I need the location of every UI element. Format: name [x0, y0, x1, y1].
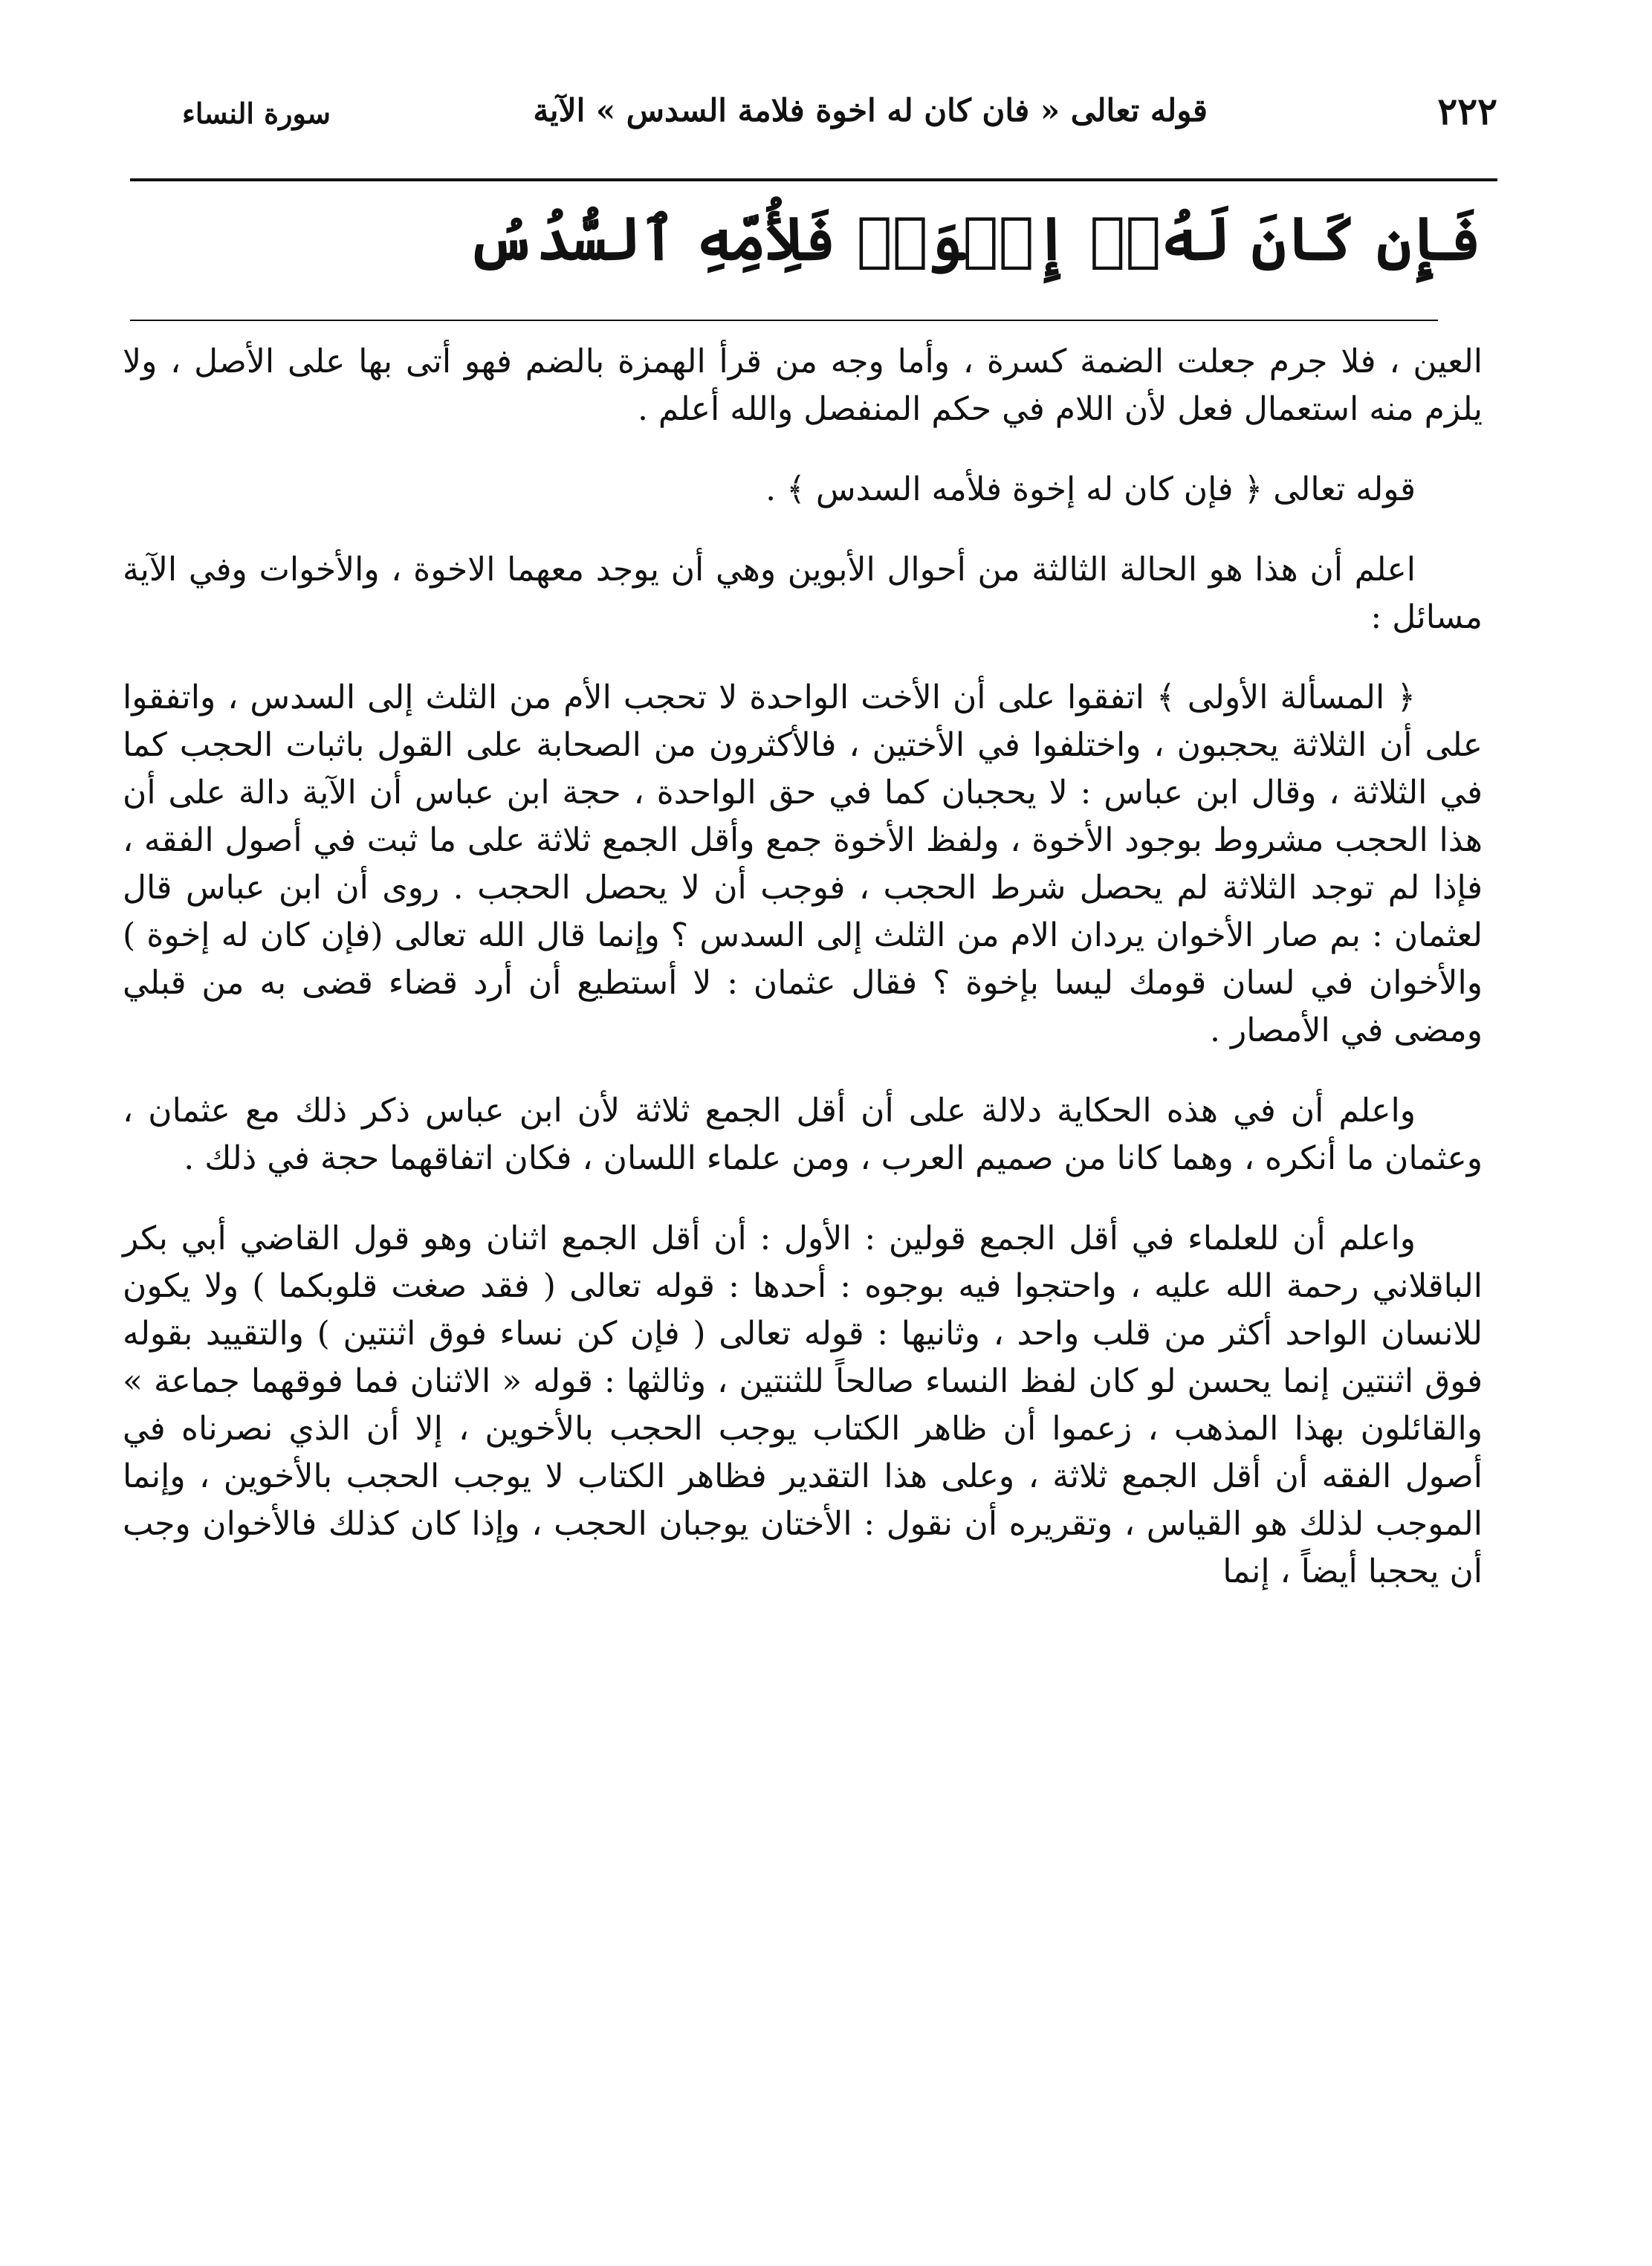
verse-rule — [130, 320, 1438, 321]
paragraph: العين ، فلا جرم جعلت الضمة كسرة ، وأما وجه من قرأ الهمزة بالضم فهو أتى بها على الأصل ، ولا يلزم منه استعمال فعل لأن اللام في حكم المنفصل والله أعلم . — [123, 343, 1483, 428]
header-rule — [130, 178, 1497, 181]
surah-name: سورة النساء — [182, 97, 331, 130]
paragraph: واعلم أن في هذه الحكاية دلالة على أن أقل الجمع ثلاثة لأن ابن عباس ذكر ذلك مع عثمان ، وعثمان ما أنكره ، وهما كانا من صميم العرب ، ومن علماء اللسان ، فكان اتفاقهما حجة في ذلك . — [123, 1092, 1483, 1177]
running-header — [130, 89, 1497, 149]
running-title: قوله تعالى « فان كان له اخوة فلامة السدس » الآية — [533, 92, 1208, 129]
paragraph: واعلم أن للعلماء في أقل الجمع قولين : الأول : أن أقل الجمع اثنان وهو قول القاضي أبي بكر الباقلاني رحمة الله عليه ، واحتجوا فيه بوجوه : أحدها : قوله تعالى ( فقد صغت قلوبكما ) ولا يكون للانسان الواحد أكثر من قلب واحد ، وثانيها : قوله تعالى ( فإن كن نساء فوق اثنتين ) والتقييد بقوله فوق اثنتين إنما يحسن لو كان لفظ النساء صالحاً للثنتين ، وثالثها : قوله « الاثنان فما فوقهما جماعة » والقائلون بهذا المذهب ، زعموا أن ظاهر الكتاب يوجب الحجب بالأخوين ، إلا أن الذي نصرناه في أصول الفقه أن أقل الجمع ثلاثة ، وعلى هذا التقدير فظاهر الكتاب لا يوجب الحجب بالأخوين ، وإنما الموجب لذلك هو القياس ، وتقريره أن نقول : الأختان يوجبان الحجب ، وإذا كان كذلك فالأخوان وجب أن يحجبا أيضاً ، إنما — [123, 1220, 1483, 1590]
paragraph: قوله تعالى ﴿ فإن كان له إخوة فلأمه السدس ﴾ . — [765, 470, 1416, 508]
quran-verse-heading: فَإِن كَانَ لَهُۥٓ إِخۡوَةٞ فَلِأُمِّهِ ٱلسُّدُسُ — [467, 204, 1481, 273]
paragraph: اعلم أن هذا هو الحالة الثالثة من أحوال الأبوين وهي أن يوجد معهما الاخوة ، والأخوات وفي الآية مسائل : — [123, 551, 1483, 636]
page-number: ٢٢٢ — [1437, 89, 1497, 133]
paragraph: ﴿ المسألة الأولى ﴾ اتفقوا على أن الأخت الواحدة لا تحجب الأم من الثلث إلى السدس ، واتفقوا على أن الثلاثة يحجبون ، واختلفوا في الأختين ، فالأكثرون من الصحابة على القول باثبات الحجب كما في الثلاثة ، وقال ابن عباس : لا يحجبان كما في حق الواحدة ، حجة ابن عباس أن الآية دالة على أن هذا الحجب مشروط بوجود الأخوة ، ولفظ الأخوة جمع وأقل الجمع ثلاثة على ما ثبت في أصول الفقه ، فإذا لم توجد الثلاثة لم يحصل شرط الحجب ، فوجب أن لا يحصل الحجب . روى أن ابن عباس قال لعثمان : بم صار الأخوان يردان الام من الثلث إلى السدس ؟ وإنما قال الله تعالى (فإن كان له إخوة ) والأخوان في لسان قومك ليسا بإخوة ؟ فقال عثمان : لا أستطيع أن أرد قضاء قضى به من قبلي ومضى في الأمصار . — [123, 679, 1483, 1049]
commentary-text — [123, 338, 1483, 1628]
